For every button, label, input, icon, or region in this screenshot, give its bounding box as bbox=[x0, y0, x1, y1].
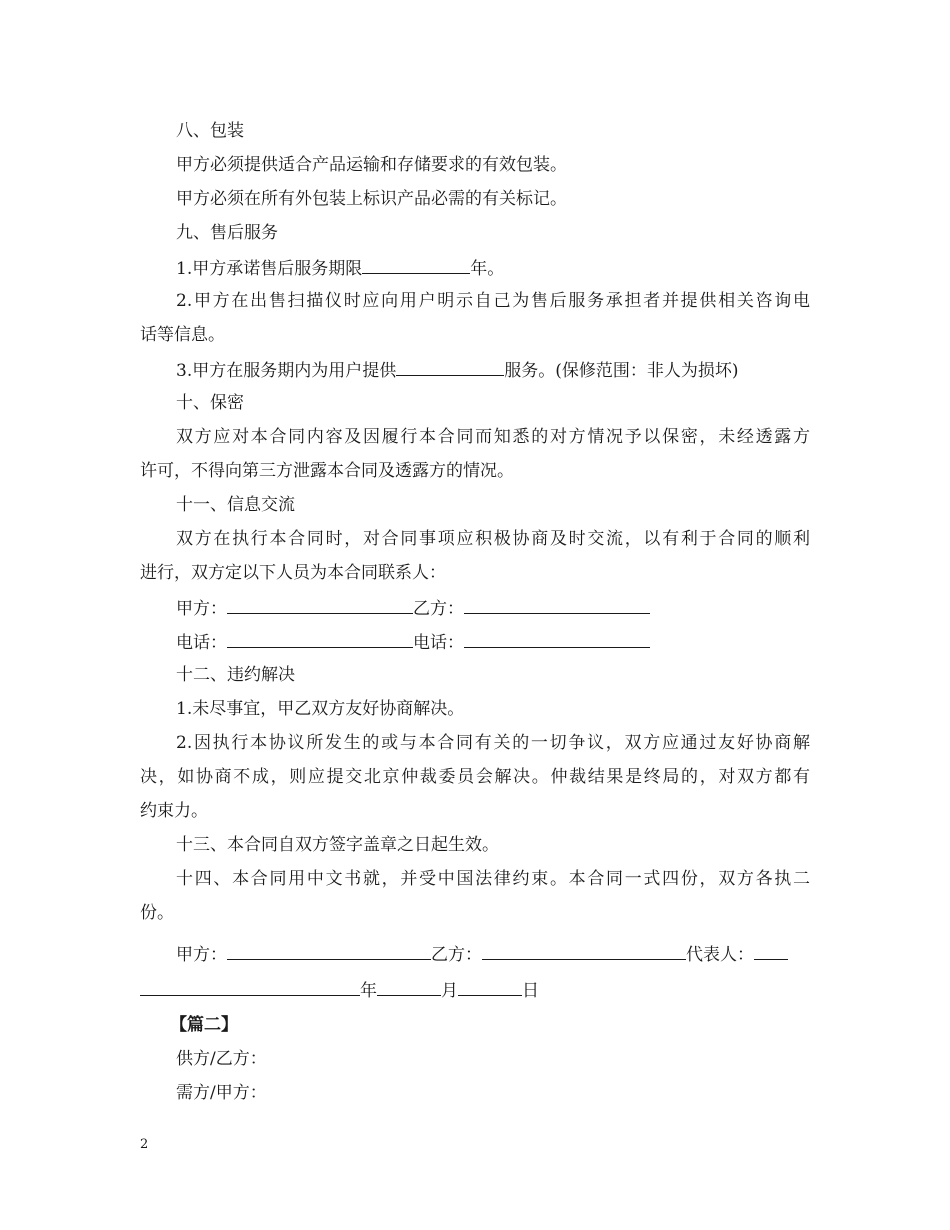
signature-row bbox=[176, 942, 810, 966]
paragraph-continuation: 话等信息。 bbox=[140, 325, 225, 345]
party-b-label: 乙方： bbox=[431, 945, 482, 965]
blank-field bbox=[458, 978, 522, 996]
paragraph: 2.甲方在出售扫描仪时应向用户明示自己为售后服务承担者并提供相关咨询电 bbox=[176, 291, 810, 311]
phone-a-label: 电话： bbox=[176, 633, 227, 653]
blank-field bbox=[227, 942, 431, 960]
paragraph: 双方应对本合同内容及因履行本合同而知悉的对方情况予以保密，未经透露方 bbox=[176, 427, 810, 447]
party-a-label: 甲方： bbox=[176, 599, 227, 619]
date-row bbox=[140, 978, 810, 1002]
year-label: 年 bbox=[360, 981, 377, 1001]
section-heading-effective: 十三、本合同自双方签字盖章之日起生效。 bbox=[176, 835, 499, 855]
section-heading-packaging: 八、包装 bbox=[176, 121, 244, 141]
clause-service-period bbox=[176, 256, 810, 280]
day-label: 日 bbox=[522, 981, 539, 1001]
blank-field bbox=[464, 630, 650, 648]
section-heading-part-two: 【篇二】 bbox=[170, 1015, 238, 1035]
blank-field bbox=[396, 358, 504, 376]
buyer-label: 需方/甲方： bbox=[176, 1083, 267, 1103]
section-heading-after-sales: 九、售后服务 bbox=[176, 223, 278, 243]
section-heading-communication: 十一、信息交流 bbox=[176, 495, 295, 515]
blank-field bbox=[362, 256, 470, 274]
representative-label: 代表人： bbox=[686, 945, 754, 965]
paragraph: 双方在执行本合同时，对合同事项应积极协商及时交流，以有利于合同的顺利 bbox=[176, 529, 810, 549]
blank-field bbox=[754, 942, 788, 960]
section-heading-language: 十四、本合同用中文书就，并受中国法律约束。本合同一式四份，双方各执二 bbox=[176, 869, 810, 889]
clause-text: 1.甲方承诺售后服务期限 bbox=[176, 259, 363, 279]
blank-field bbox=[227, 630, 413, 648]
section-heading-confidentiality: 十、保密 bbox=[176, 393, 244, 413]
contact-phone-row bbox=[176, 630, 810, 654]
blank-field bbox=[482, 942, 686, 960]
supplier-label: 供方/乙方： bbox=[176, 1049, 267, 1069]
clause-text: 年。 bbox=[470, 259, 505, 279]
paragraph: 2.因执行本协议所发生的或与本合同有关的一切争议，双方应通过友好协商解 bbox=[176, 733, 810, 753]
blank-field bbox=[227, 596, 413, 614]
paragraph: 甲方必须提供适合产品运输和存储要求的有效包装。 bbox=[176, 155, 567, 175]
clause-text: 服务。(保修范围：非人为损坏) bbox=[504, 361, 739, 381]
paragraph: 甲方必须在所有外包装上标识产品必需的有关标记。 bbox=[176, 189, 567, 209]
paragraph: 1.未尽事宜，甲乙双方友好协商解决。 bbox=[176, 699, 465, 719]
section-heading-dispute: 十二、违约解决 bbox=[176, 665, 295, 685]
paragraph-continuation: 许可，不得向第三方泄露本合同及透露方的情况。 bbox=[140, 461, 514, 481]
paragraph-continuation: 约束力。 bbox=[140, 801, 208, 821]
party-a-label: 甲方： bbox=[176, 945, 227, 965]
blank-field bbox=[377, 978, 441, 996]
phone-b-label: 电话： bbox=[413, 633, 464, 653]
party-b-label: 乙方： bbox=[413, 599, 464, 619]
clause-service-scope bbox=[176, 358, 810, 382]
clause-text: 3.甲方在服务期内为用户提供 bbox=[176, 361, 397, 381]
page-number: 2 bbox=[140, 1137, 149, 1152]
paragraph-continuation: 份。 bbox=[140, 903, 174, 923]
month-label: 月 bbox=[441, 981, 458, 1001]
blank-field bbox=[140, 978, 360, 996]
blank-field bbox=[464, 596, 650, 614]
paragraph-continuation: 决，如协商不成，则应提交北京仲裁委员会解决。仲裁结果是终局的，对双方都有 bbox=[140, 767, 810, 787]
paragraph-continuation: 进行，双方定以下人员为本合同联系人： bbox=[140, 563, 446, 583]
contact-party-row bbox=[176, 596, 810, 620]
